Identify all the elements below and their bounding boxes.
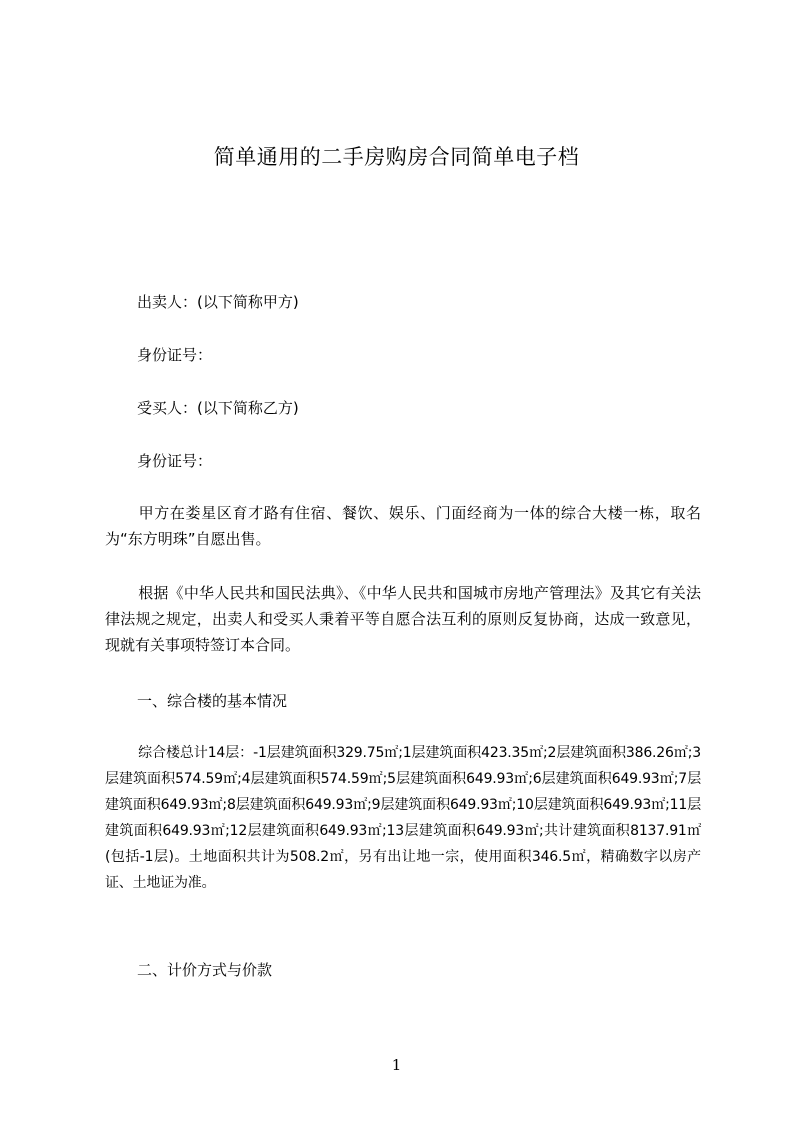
buyer-label: 受买人：(以下简称乙方) (137, 399, 299, 417)
section-1-paragraph-text: 综合楼总计14层：-1层建筑面积329.75㎡;1层建筑面积423.35㎡;2层建筑面积386.26㎡;3层建筑面积574.59㎡;4层建筑面积574.59㎡;5层建筑面积649.93㎡;6层建筑面积649.93㎡;7层建筑面积649.93㎡;8层建筑面积649.93㎡;9层建筑面积649.93㎡;10层建筑面积649.93㎡;11层建筑面积649.93㎡;12层建筑面积649.93㎡;13层建筑面积649.93㎡;共计建筑面积8137.91㎡(包括-1层)。土地面积共计为508.2㎡，另有出让地一宗，使用面积346.5㎡，精确数字以房产证、土地证为准。 (105, 745, 701, 891)
intro-paragraph-text: 甲方在娄星区育才路有住宿、餐饮、娱乐、门面经商为一体的综合大楼一栋，取名为“东方明珠”自愿出售。 (105, 504, 701, 548)
intro-paragraph (105, 500, 701, 552)
seller-id-label: 身份证号： (137, 346, 213, 364)
section-1-paragraph (105, 740, 701, 896)
buyer-id-label: 身份证号： (137, 452, 213, 470)
section-1-heading: 一、综合楼的基本情况 (137, 692, 288, 710)
seller-label: 出卖人：(以下简称甲方) (137, 293, 299, 311)
document-title: 简单通用的二手房购房合同简单电子档 (213, 145, 580, 169)
page-number: 1 (391, 1056, 402, 1074)
basis-paragraph-text: 根据《中华人民共和国民法典》、《中华人民共和国城市房地产管理法》及其它有关法律法规之规定，出卖人和受买人秉着平等自愿合法互利的原则反复协商，达成一致意见，现就有关事项特签订本合同。 (105, 584, 701, 654)
basis-paragraph (105, 580, 701, 658)
section-2-heading: 二、计价方式与价款 (137, 961, 273, 979)
